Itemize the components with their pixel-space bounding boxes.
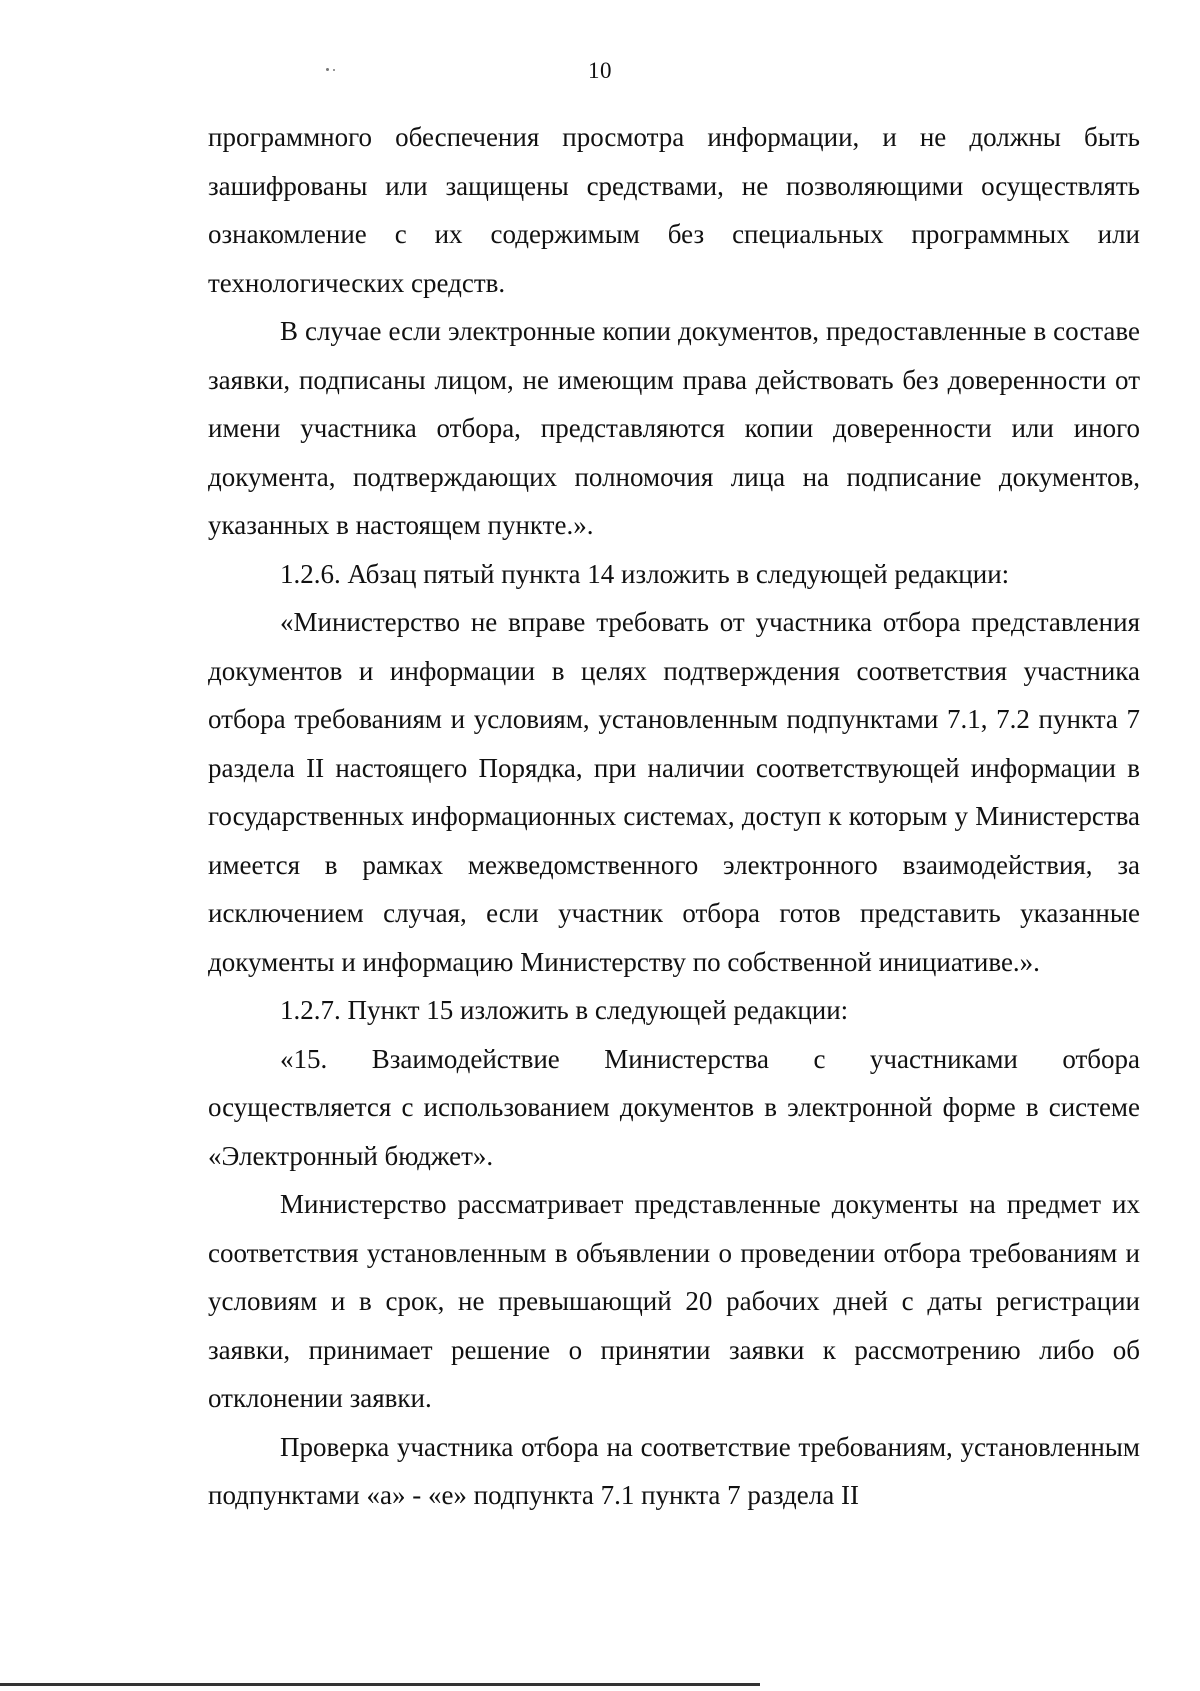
scan-speck [326,68,329,71]
paragraph: В случае если электронные копии документов, предоставленные в составе заявки, подписаны лицом, не имеющим права действовать без доверенности от имени участника отбора, представляются копии доверенности или иного документа, подтверждающих полномочия лица на подписание документов, указанных в настоящем пункте.». [208,316,1140,540]
scan-speck [333,69,335,71]
scan-bottom-edge [0,1683,760,1686]
paragraph: «15. Взаимодействие Министерства с участниками отбора осуществляется с использованием документов в электронной форме в системе «Электронный бюджет». [208,1043,1140,1171]
page-number: 10 [588,58,612,83]
paragraph: «Министерство не вправе требовать от участника отбора представления документов и информации в целях подтверждения соответствия участника отбора требованиям и условиям, установленным подпунктами 7.1, 7.2 пункта 7 раздела II настоящего Порядка, при наличии соответствующей информации в государственных информационных системах, доступ к которым у Министерства имеется в рамках межведомственного электронного взаимодействия, за исключением случая, если участник отбора готов представить указанные документы и информацию Министерству по собственной инициативе.». [208,607,1140,977]
paragraph: 1.2.7. Пункт 15 изложить в следующей редакции: [280,995,849,1025]
document-body [208,113,1140,1520]
paragraph: программного обеспечения просмотра информации, и не должны быть зашифрованы или защищены средствами, не позволяющими осуществлять ознакомление с их содержимым без специальных программных или технологических средств. [208,122,1140,298]
paragraph: Проверка участника отбора на соответствие требованиям, установленным подпунктами «а» - «е» подпункта 7.1 пункта 7 раздела II [208,1431,1140,1510]
paragraph: 1.2.6. Абзац пятый пункта 14 изложить в следующей редакции: [280,558,1010,589]
paragraph: Министерство рассматривает представленные документы на предмет их соответствия установленным в объявлении о проведении отбора требованиям и условиям и в срок, не превышающий 20 рабочих дней с даты регистрации заявки, принимает решение о принятии заявки к рассмотрению либо об отклонении заявки. [208,1189,1140,1413]
